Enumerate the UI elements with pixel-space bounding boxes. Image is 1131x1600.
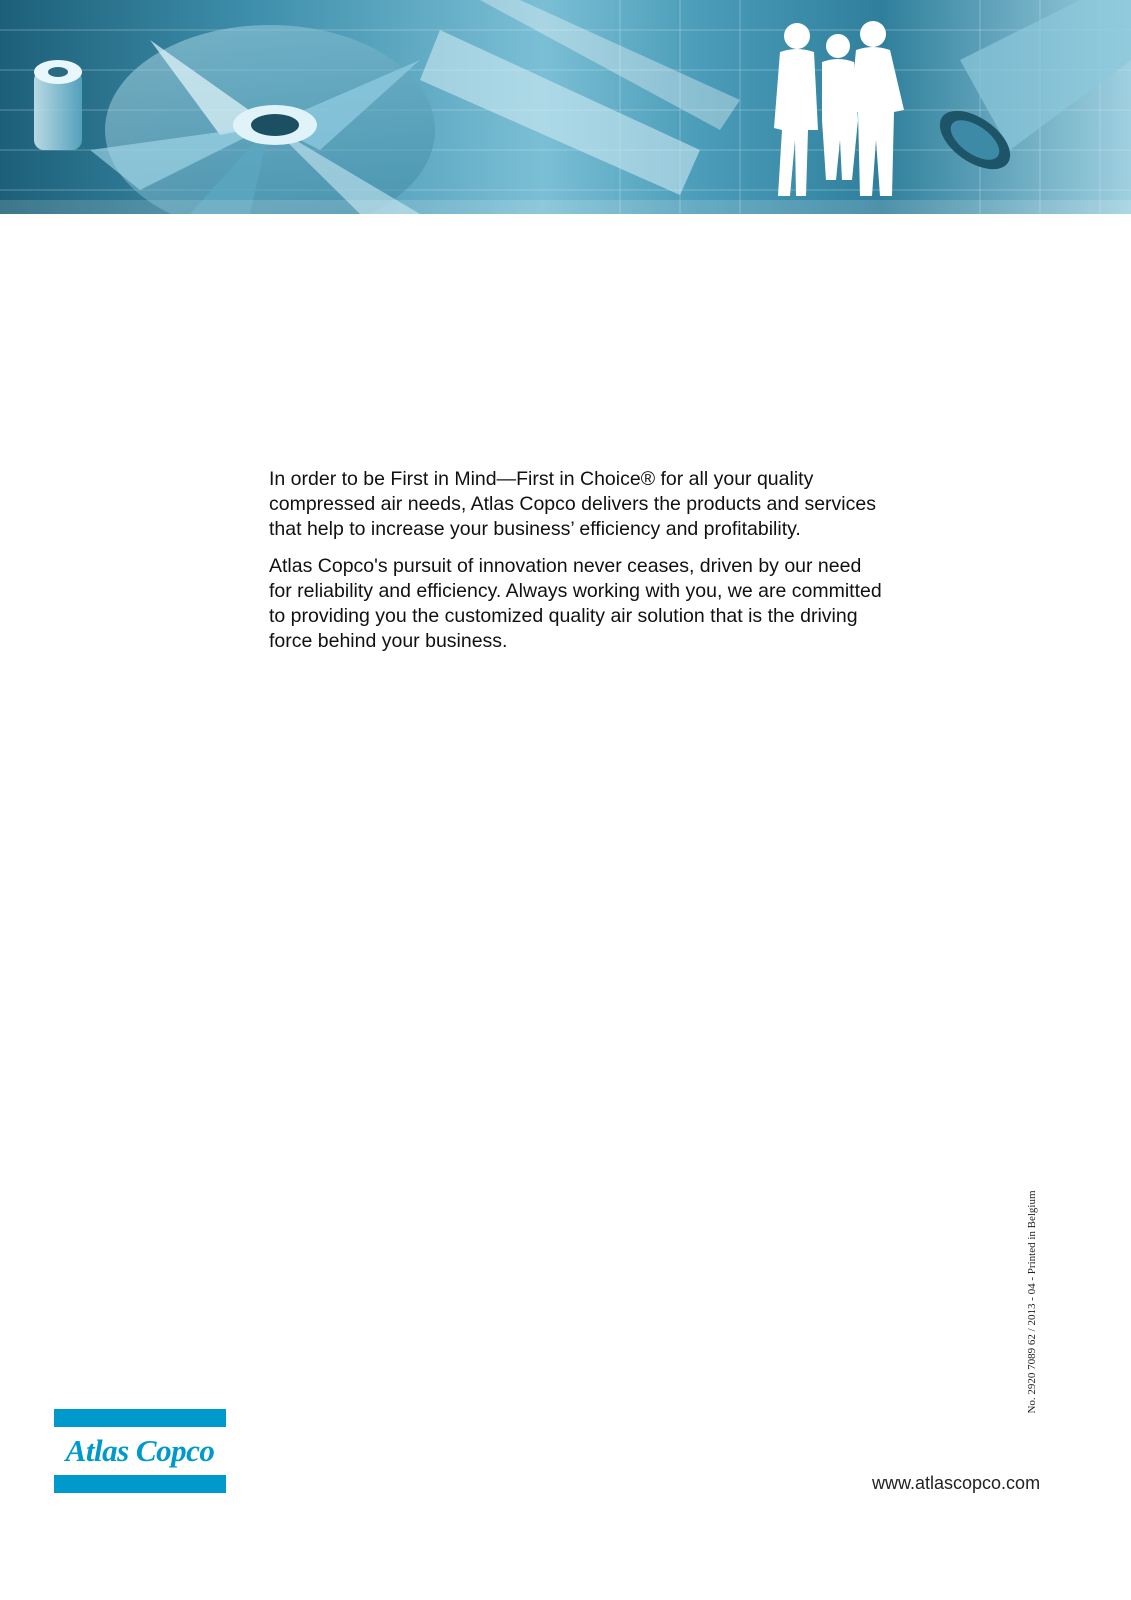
intro-paragraph-1: In order to be First in Mind—First in Choice® for all your quality compressed air needs, Atlas Copco delivers the products and services that help to increase your business’ efficiency and profitability. [269,468,876,540]
turbine-fan-icon [90,25,435,214]
shaft-icon [34,60,82,150]
website-url: www.atlascopco.com [872,1473,1041,1493]
logo-wordmark: Atlas Copco [65,1433,215,1468]
logo-bar-top [54,1409,226,1427]
atlas-copco-logo [54,1409,226,1493]
logo-bar-bottom [54,1475,226,1493]
people-silhouette-icon [774,21,904,196]
intro-paragraph-2: Atlas Copco's pursuit of innovation never ceases, driven by our need for reliability and efficiency. Always working with you, we are committed to providing you the customized quality air solution that is the driving force behind your business. [269,555,882,652]
intro-text-block [269,467,889,666]
print-info: No. 2920 7089 62 / 2013 - 04 - Printed in Belgium [1026,1190,1038,1414]
nozzle-icon [930,0,1131,181]
hero-banner [0,0,1131,214]
